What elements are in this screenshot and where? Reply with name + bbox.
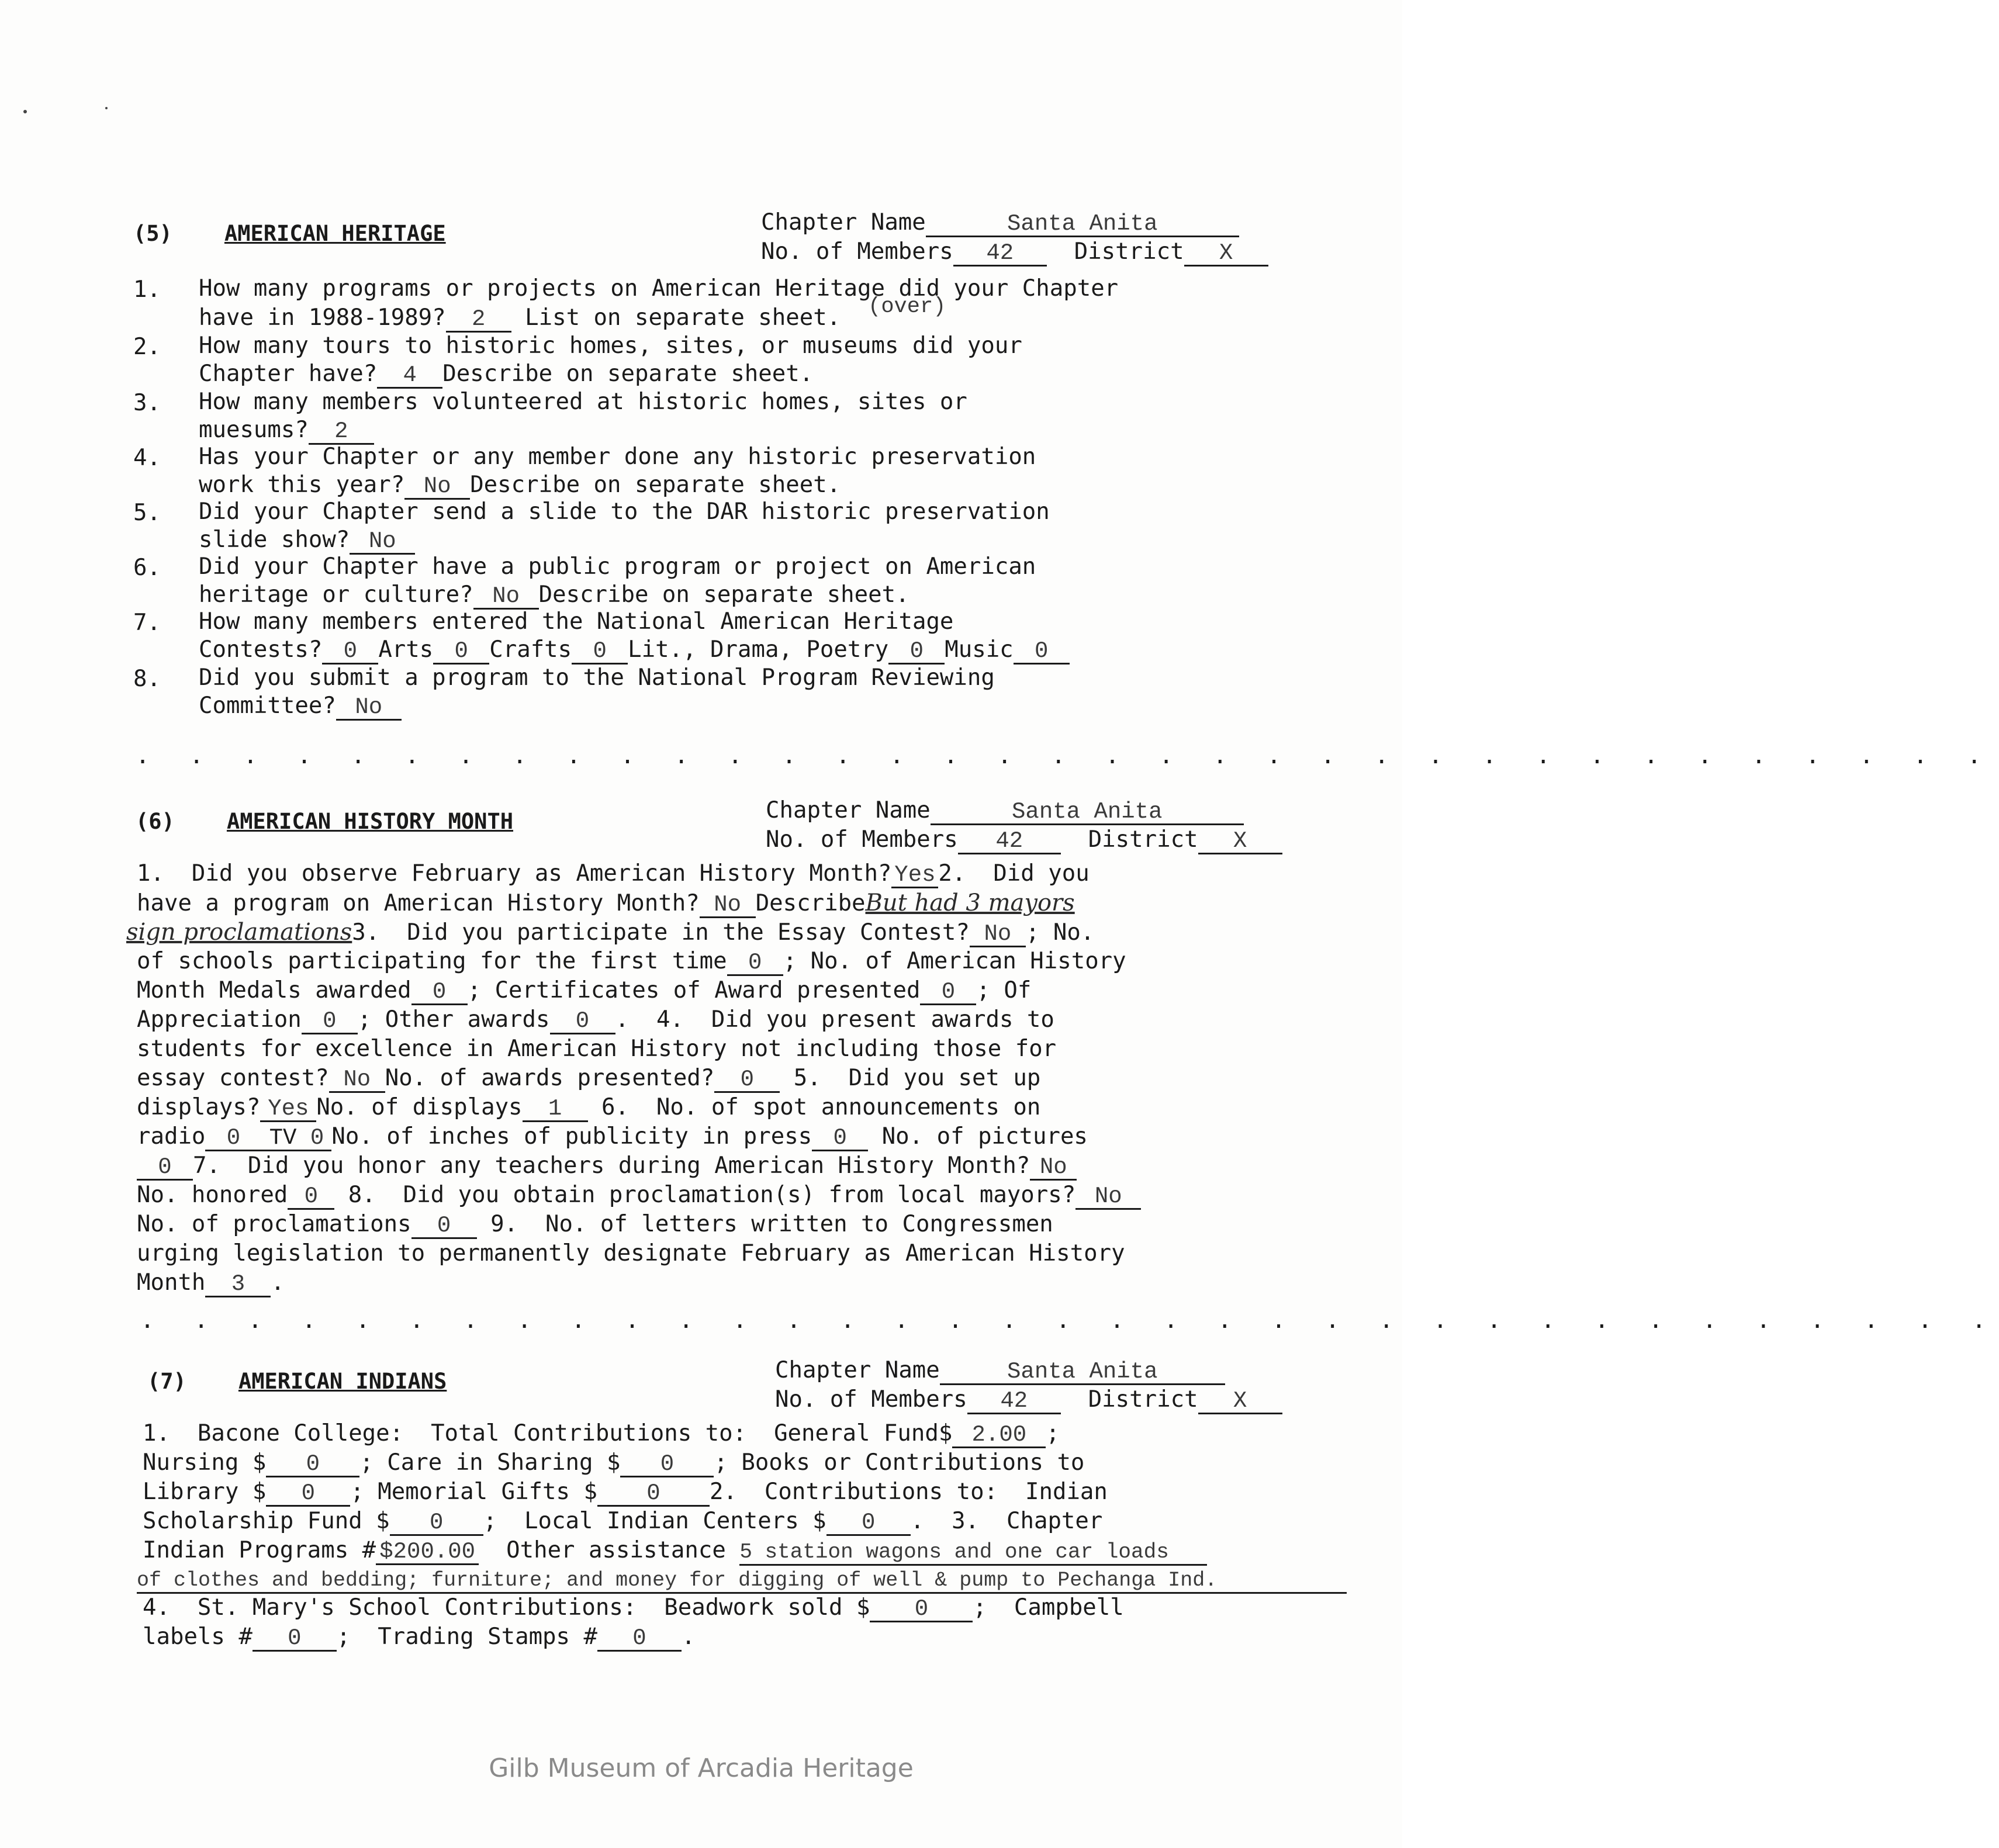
line-text: 3. Did you participate in the Essay Contest? xyxy=(352,919,970,946)
chapter-name-field: Santa Anita xyxy=(940,1360,1225,1385)
answer-field: 0 xyxy=(302,1009,358,1034)
line-text: ; xyxy=(1046,1420,1060,1446)
district-label: District xyxy=(1088,826,1198,853)
line-text: No. of pictures xyxy=(881,1123,1088,1150)
line-text: 6. No. of spot announcements on xyxy=(601,1094,1041,1120)
line-text: radio xyxy=(137,1123,206,1150)
chapter-name-field: Santa Anita xyxy=(931,800,1244,825)
answer-field: 3 xyxy=(205,1272,271,1297)
line-text: displays? xyxy=(137,1094,261,1120)
members-info xyxy=(766,825,1282,854)
question-2 xyxy=(133,332,1361,390)
history-line-14: urging legislation to permanently designate February as American History xyxy=(137,1240,1125,1266)
chapter-info xyxy=(761,208,1239,237)
line-text: 8. Did you obtain proclamation(s) from local mayors? xyxy=(348,1182,1076,1208)
crafts-label: Crafts xyxy=(489,636,572,663)
history-line-15 xyxy=(137,1268,285,1297)
section-number: (6) xyxy=(136,809,175,834)
answer-field: 0 xyxy=(870,1597,973,1622)
line-text: 4. St. Mary's School Contributions: Beadwork sold $ xyxy=(143,1594,870,1621)
question-7 xyxy=(133,608,1361,666)
answer-field: 0 xyxy=(620,1452,714,1477)
members-label: No. of Members xyxy=(775,1386,967,1413)
answer-field: 2 xyxy=(446,307,511,333)
line-text: have a program on American History Month? xyxy=(137,890,700,916)
answer-field: No xyxy=(1030,1155,1077,1181)
question-text: slide show? xyxy=(199,527,350,553)
line-text: 5. Did you set up xyxy=(793,1065,1041,1091)
district-label: District xyxy=(1074,238,1184,265)
answer-field: No xyxy=(350,530,415,555)
indian-line-6 xyxy=(137,1564,1347,1594)
line-text: No. of inches of publicity in press xyxy=(331,1123,812,1150)
indian-line-5 xyxy=(143,1536,1207,1566)
answer-field: of clothes and bedding; furniture; and money for digging of well & pump to Pechanga Ind. xyxy=(137,1569,1347,1594)
line-text: 2. Did you xyxy=(938,860,1090,887)
line-text: 1. Did you observe February as American History Month? xyxy=(137,860,892,887)
line-text: Indian Programs # xyxy=(143,1537,376,1563)
answer-field: No xyxy=(970,922,1026,947)
question-number: 7. xyxy=(133,610,161,636)
section-number: (5) xyxy=(133,221,172,246)
question-3 xyxy=(133,388,1361,447)
history-line-5 xyxy=(137,976,1031,1005)
answer-field: No xyxy=(336,695,402,721)
answer-field: 0 xyxy=(310,1125,324,1151)
history-line-8 xyxy=(137,1064,1040,1093)
question-number: 3. xyxy=(133,390,161,416)
line-text: of schools participating for the first time xyxy=(137,948,727,974)
question-8 xyxy=(133,664,1361,722)
over-note: (over) xyxy=(868,295,946,319)
line-text: ; Care in Sharing $ xyxy=(359,1449,621,1476)
answer-field: No xyxy=(473,584,539,610)
question-number: 5. xyxy=(133,500,161,526)
line-text: No. of proclamations xyxy=(137,1211,411,1237)
lit-label: Lit., Drama, Poetry xyxy=(628,636,889,663)
question-text: How many tours to historic homes, sites, or museums did your xyxy=(199,333,1022,359)
line-text: Library $ xyxy=(143,1479,267,1505)
music-label: Music xyxy=(945,636,1014,663)
answer-field: 0 xyxy=(597,1482,710,1507)
chapter-label: Chapter Name xyxy=(761,209,926,236)
indian-line-3 xyxy=(143,1477,1108,1507)
section-title xyxy=(133,221,446,246)
answer-field: 2 xyxy=(309,420,374,445)
line-text: ; No. xyxy=(1025,919,1095,946)
question-text: Describe on separate sheet. xyxy=(470,472,841,498)
history-line-11 xyxy=(137,1151,1077,1181)
history-line-12 xyxy=(137,1181,1141,1210)
music-field: 0 xyxy=(1014,639,1070,665)
answer-field: 1 xyxy=(523,1097,588,1122)
members-field: 42 xyxy=(958,829,1061,854)
question-1 xyxy=(133,275,1361,333)
line-text: . xyxy=(681,1624,696,1650)
history-line-1 xyxy=(137,859,1090,888)
line-text: ; Certificates of Award presented xyxy=(467,977,921,1003)
answer-field: No xyxy=(329,1068,385,1093)
chapter-label: Chapter Name xyxy=(775,1357,940,1383)
answer-field: 0 xyxy=(812,1126,868,1151)
question-text: Has your Chapter or any member done any historic preservation xyxy=(199,444,1036,470)
question-number: 8. xyxy=(133,666,161,692)
answer-field: 0 xyxy=(727,951,783,976)
line-text: Month xyxy=(137,1269,206,1296)
history-line-3 xyxy=(126,918,1094,947)
arts-field: 0 xyxy=(322,639,378,665)
line-text: Describe xyxy=(755,890,866,916)
question-number: 4. xyxy=(133,445,161,471)
dotted-divider: . . . . . . . . . . . . . . . . . . . . . . . . . . . . . . . . . . . xyxy=(136,742,1994,769)
question-text: work this year? xyxy=(199,472,405,498)
question-text: Contests? xyxy=(199,636,323,663)
line-text: 2. Contributions to: Indian xyxy=(709,1479,1108,1505)
indian-line-1 xyxy=(143,1419,1060,1448)
question-text: Committee? xyxy=(199,693,336,719)
line-text: labels # xyxy=(143,1624,253,1650)
question-number: 6. xyxy=(133,555,161,581)
indian-line-2 xyxy=(143,1448,1084,1477)
answer-field: 0 xyxy=(253,1626,337,1652)
line-text: ; Other awards xyxy=(357,1006,550,1033)
question-text: List on separate sheet. xyxy=(525,304,841,331)
section-title xyxy=(136,809,513,834)
question-text: Chapter have? xyxy=(199,361,378,387)
answer-field: 4 xyxy=(377,364,442,389)
question-number: 1. xyxy=(133,276,161,303)
line-text: No. honored xyxy=(137,1182,288,1208)
answer-field: 0 xyxy=(550,1009,615,1034)
section-title-text: AMERICAN HERITAGE xyxy=(224,221,446,246)
answer-field: 0 xyxy=(390,1511,483,1536)
answer-field: No xyxy=(1075,1185,1141,1210)
members-field: 42 xyxy=(967,1389,1061,1414)
members-label: No. of Members xyxy=(761,238,953,265)
indian-line-4 xyxy=(143,1507,1102,1536)
answer-field: 0 xyxy=(205,1126,261,1151)
section-title-text: AMERICAN HISTORY MONTH xyxy=(226,809,514,834)
question-number: 2. xyxy=(133,334,161,360)
answer-field: 0 xyxy=(288,1185,334,1210)
section-title-text: AMERICAN INDIANS xyxy=(238,1369,447,1394)
history-line-7: students for excellence in American History not including those for xyxy=(137,1036,1057,1062)
line-text: Appreciation xyxy=(137,1006,302,1033)
members-info xyxy=(775,1385,1282,1414)
question-text: How many members volunteered at historic homes, sites or xyxy=(199,389,967,415)
handwritten-note: But had 3 mayors xyxy=(865,890,1075,916)
answer-field: 2.00 xyxy=(952,1423,1046,1448)
line-text: ; Memorial Gifts $ xyxy=(350,1479,597,1505)
section-title xyxy=(147,1369,447,1394)
question-text: Did your Chapter send a slide to the DAR historic preservation xyxy=(199,499,1050,525)
district-field: X xyxy=(1184,241,1268,267)
question-text: Did your Chapter have a public program or project on American xyxy=(199,553,1036,580)
line-text: Scholarship Fund $ xyxy=(143,1508,390,1534)
members-info xyxy=(761,237,1268,267)
chapter-info xyxy=(766,796,1244,825)
paper-speck xyxy=(105,107,108,109)
answer-field: 0 xyxy=(411,1214,477,1239)
district-field: X xyxy=(1198,1389,1282,1414)
question-text: Describe on separate sheet. xyxy=(442,361,814,387)
answer-field: 0 xyxy=(714,1068,780,1093)
crafts-field: 0 xyxy=(433,639,489,665)
answer-field: No xyxy=(404,475,470,500)
question-text: Describe on separate sheet. xyxy=(538,582,909,608)
line-text: Other assistance xyxy=(506,1537,726,1563)
line-text: 7. Did you honor any teachers during American History Month? xyxy=(193,1153,1030,1179)
answer-field: 0 xyxy=(266,1482,350,1507)
chapter-info xyxy=(775,1356,1225,1385)
paper-speck xyxy=(23,110,27,113)
line-text: ; Local Indian Centers $ xyxy=(483,1508,826,1534)
line-text: ; Campbell xyxy=(973,1594,1124,1621)
question-text: heritage or culture? xyxy=(199,582,473,608)
answer-field: 0 xyxy=(597,1626,682,1652)
answer-field: No xyxy=(700,893,756,918)
answer-field: 0 xyxy=(920,980,976,1005)
history-line-13 xyxy=(137,1210,1053,1239)
watermark-footer: Gilb Museum of Arcadia Heritage xyxy=(489,1753,914,1783)
district-label: District xyxy=(1088,1386,1198,1413)
answer-field: Yes xyxy=(891,863,938,888)
members-field: 42 xyxy=(953,241,1047,267)
poetry-field: 0 xyxy=(888,639,945,665)
tv-label: TV xyxy=(269,1125,297,1151)
line-text: . 3. Chapter xyxy=(910,1508,1103,1534)
line-text: Nursing $ xyxy=(143,1449,267,1476)
line-text: ; No. of American History xyxy=(783,948,1126,974)
question-6 xyxy=(133,553,1361,611)
line-text: Month Medals awarded xyxy=(137,977,411,1003)
line-text: No. of awards presented? xyxy=(385,1065,715,1091)
question-text: Did you submit a program to the National Program Reviewing xyxy=(199,665,995,691)
district-field: X xyxy=(1198,829,1282,854)
arts-label: Arts xyxy=(378,636,434,663)
answer-field: Yes xyxy=(260,1097,316,1122)
line-text: essay contest? xyxy=(137,1065,329,1091)
section-number: (7) xyxy=(147,1369,186,1394)
line-text: . xyxy=(271,1269,285,1296)
history-line-9 xyxy=(137,1093,1040,1122)
question-text: have in 1988-1989? xyxy=(199,304,446,331)
line-text: . 4. Did you present awards to xyxy=(615,1006,1054,1033)
answer-field: 5 station wagons and one car loads xyxy=(739,1541,1207,1566)
indian-line-7 xyxy=(143,1593,1124,1622)
chapter-label: Chapter Name xyxy=(766,797,931,823)
question-5 xyxy=(133,498,1361,556)
line-text: ; Books or Contributions to xyxy=(714,1449,1085,1476)
history-line-4 xyxy=(137,947,1126,976)
answer-field: 0 xyxy=(826,1511,911,1536)
members-label: No. of Members xyxy=(766,826,958,853)
answer-field: 0 xyxy=(266,1452,359,1477)
question-text: How many programs or projects on American Heritage did your Chapter xyxy=(199,275,1119,302)
line-text: ; Of xyxy=(976,977,1032,1003)
lit-field: 0 xyxy=(572,639,628,665)
handwritten-note: sign proclamations xyxy=(126,919,352,946)
question-4 xyxy=(133,443,1361,501)
history-line-10 xyxy=(137,1122,1088,1151)
line-text: 1. Bacone College: Total Contributions to: General Fund$ xyxy=(143,1420,953,1446)
history-line-6 xyxy=(137,1005,1054,1034)
answer-field: 0 xyxy=(411,980,468,1005)
dotted-divider: . . . . . . . . . . . . . . . . . . . . . . . . . . . . . . . . . . . xyxy=(140,1307,1999,1334)
chapter-name-field: Santa Anita xyxy=(926,212,1239,237)
indian-line-8 xyxy=(143,1622,695,1652)
question-text: muesums? xyxy=(199,417,309,443)
answer-field: $200.00 xyxy=(376,1540,479,1565)
line-text: No. of displays xyxy=(316,1094,523,1120)
answer-field: 0 xyxy=(137,1155,193,1181)
question-text: How many members entered the National American Heritage xyxy=(199,608,954,635)
history-line-2 xyxy=(137,888,1075,918)
line-text: ; Trading Stamps # xyxy=(336,1624,597,1650)
line-text: 9. No. of letters written to Congressmen xyxy=(490,1211,1053,1237)
